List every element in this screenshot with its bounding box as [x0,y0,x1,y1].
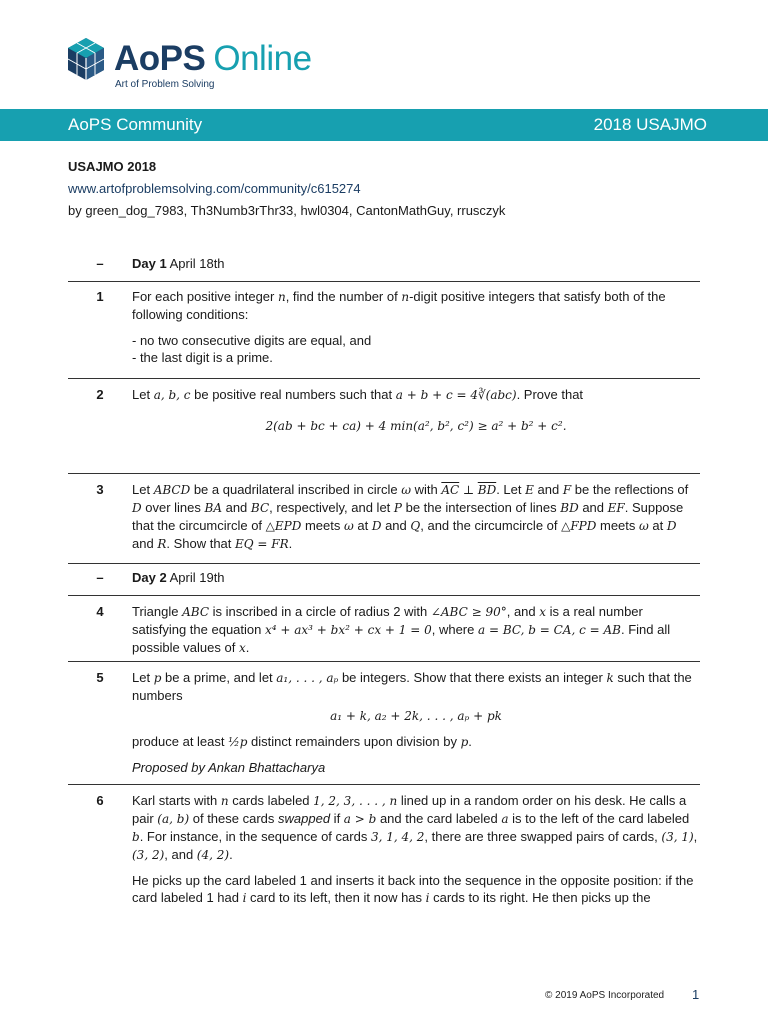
problem-row [68,785,700,907]
section-marker: – [96,256,104,271]
problem-statement: For each positive integer n, find the number of n-digit positive integers that satisfy both of the following conditions: - no two consecutive digits are equal, and - the last digit is a prime. [132,288,700,378]
aops-logo [66,36,312,90]
banner-community-label: AoPS Community [68,115,203,134]
day-title: Day 2 [132,570,167,585]
problem-list [68,250,700,907]
problem-number: 3 [96,482,104,497]
section-marker: – [96,570,104,585]
problem-statement: Let ABCD be a quadrilateral inscribed in circle ω with $\overline{AC}$ ⊥ $\overline{BD}$. Let E and F be the reflections of D over lines BA and BC, respectively, and let P be the intersection of lines BD and EF. Suppose that the circumcircle of △EPD meets ω at D and Q, and the circumcircle of △FPD meets ω at D and R. Show that EQ = FR. [132,482,689,551]
day-header-row [68,564,700,596]
problem-credit: Proposed by Ankan Bhattacharya [132,760,326,775]
logo-aops-text: AoPS [114,39,206,78]
problem-row [68,662,700,785]
authors-line: by green_dog_7983, Th3Numb3rThr33, hwl0304, CantonMathGuy, rrusczyk [68,203,506,218]
day-date: April 18th [169,256,225,271]
community-link[interactable]: www.artofproblemsolving.com/community/c615274 [68,181,361,196]
cube-logo-icon [66,36,106,82]
problem-row [68,474,700,564]
problem-number: 2 [96,387,104,402]
display-equation: 2(ab + bc + ca) + 4 min(a², b², c²) ≥ a² + b² + c². [265,419,567,433]
logo-online-text: Online [213,39,312,78]
logo-subtitle: Art of Problem Solving [115,79,215,90]
banner-contest-label: 2018 USAJMO [593,115,707,134]
problem-number: 6 [96,793,104,808]
problem-row [68,596,700,662]
condition-item: - no two consecutive digits are equal, and [132,333,372,348]
condition-item: - the last digit is a prime. [132,350,273,365]
problem-row [68,379,700,474]
problem-statement: Let a, b, c be positive real numbers such that a + b + c = 4∛(abc). Prove that 2(ab + bc + ca) + 4 min(a², b², c²) ≥ a² + b² + c². [132,386,700,473]
document-title: USAJMO 2018 [68,159,157,174]
problem-number: 5 [96,670,104,685]
problem-statement: Triangle ABC is inscribed in a circle of radius 2 with ∠ABC ≥ 90°, and x is a real number satisfying the equation x⁴ + ax³ + bx² + cx + 1 = 0, where a = BC, b = CA, c = AB. Find all possible values of x. [132,604,671,655]
day-header-row [68,250,700,282]
problem-row [68,282,700,379]
page-number: 1 [692,987,700,1002]
problem-number: 4 [96,604,104,619]
problem-statement: Karl starts with n cards labeled 1, 2, 3, . . . , n lined up in a random order on his desk. He calls a pair (a, b) of these cards swapped if a > b and the card labeled a is to the left of the card labeled b. For instance, in the sequence of cards 3, 1, 4, 2, there are three swapped pairs of cards, (3, 1), (3, 2), and (4, 2). He picks up the card labeled 1 and inserts it back into the sequence in the opposite position: if the card labeled 1 had i card to its left, then it now has i cards to its right. He then picks up the [132,793,698,905]
community-banner [0,109,768,141]
problem-statement: Let p be a prime, and let a₁, . . . , aₚ be integers. Show that there exists an integer k such that the numbers a₁ + k, a₂ + 2k, . . . , aₚ + pk produce at least ½p distinct remainders upon division by p. Proposed by Ankan Bhattacharya [132,669,700,784]
day-title: Day 1 [132,256,167,271]
display-equation: a₁ + k, a₂ + 2k, . . . , aₚ + pk [330,709,502,723]
day-date: April 19th [169,570,225,585]
problem-number: 1 [96,289,104,304]
copyright-footer: © 2019 AoPS Incorporated [545,990,665,1001]
document-meta [68,156,505,222]
